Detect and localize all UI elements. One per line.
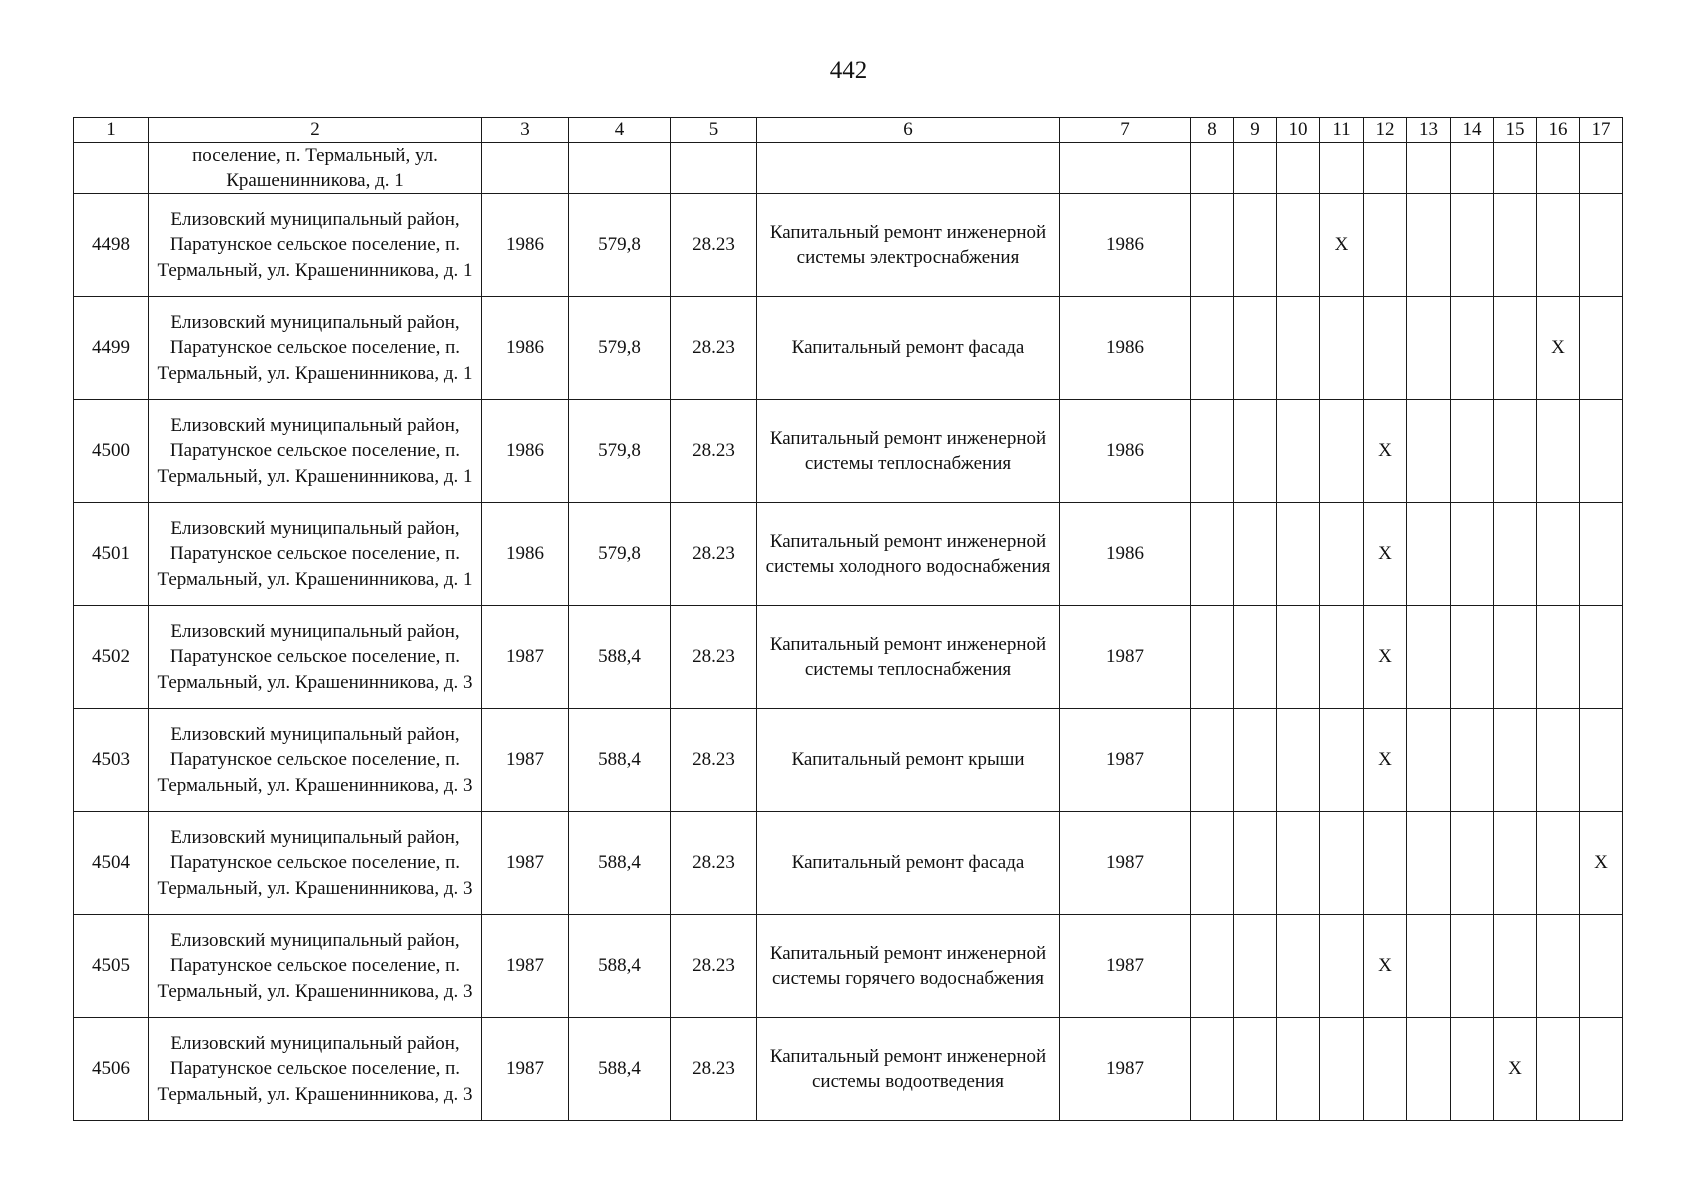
table-row: [74, 297, 1623, 400]
empty-cell: [1320, 812, 1364, 915]
area-cell: 579,8: [569, 297, 671, 400]
empty-cell: [1494, 606, 1537, 709]
rate-cell: 28.23: [671, 812, 757, 915]
column-header: 14: [1451, 118, 1494, 143]
empty-cell: [1277, 709, 1320, 812]
table-row: [74, 606, 1623, 709]
table-row: [74, 503, 1623, 606]
year-cell: 1987: [1060, 606, 1191, 709]
work-type-cell: Капитальный ремонт инженерной системы электроснабжения: [757, 194, 1060, 297]
table-row: [74, 1018, 1623, 1121]
area-cell: 588,4: [569, 709, 671, 812]
empty-cell: [1364, 812, 1407, 915]
empty-cell: [1580, 606, 1623, 709]
year-cell: 1987: [1060, 812, 1191, 915]
empty-cell: [1234, 1018, 1277, 1121]
empty-cell: [1191, 606, 1234, 709]
empty-cell: [1320, 503, 1364, 606]
row-number-cell: 4505: [74, 915, 149, 1018]
empty-cell: [1234, 503, 1277, 606]
row-number-cell: 4503: [74, 709, 149, 812]
address-cell: Елизовский муниципальный район, Паратунское сельское поселение, п. Термальный, ул. Крашенинникова, д. 3: [149, 812, 482, 915]
empty-cell: [1580, 400, 1623, 503]
empty-cell: [1234, 915, 1277, 1018]
empty-cell: [1277, 1018, 1320, 1121]
mark-cell: X: [1320, 194, 1364, 297]
empty-cell: [1451, 297, 1494, 400]
empty-cell: [1451, 194, 1494, 297]
build-year-cell: 1987: [482, 606, 569, 709]
area-cell: 579,8: [569, 194, 671, 297]
area-cell: 588,4: [569, 606, 671, 709]
address-cell: Елизовский муниципальный район, Паратунское сельское поселение, п. Термальный, ул. Крашенинникова, д. 1: [149, 400, 482, 503]
empty-cell: [1191, 194, 1234, 297]
row-number-cell: 4501: [74, 503, 149, 606]
empty-cell: [1537, 606, 1580, 709]
capital-repair-table: [73, 117, 1623, 1121]
work-type-cell: Капитальный ремонт фасада: [757, 297, 1060, 400]
work-type-cell: Капитальный ремонт крыши: [757, 709, 1060, 812]
empty-cell: [1407, 812, 1451, 915]
empty-cell: [1191, 400, 1234, 503]
continuation-row: [74, 143, 1623, 194]
continuation-address-cell: поселение, п. Термальный, ул. Крашенинникова, д. 1: [149, 143, 482, 194]
address-cell: Елизовский муниципальный район, Паратунское сельское поселение, п. Термальный, ул. Крашенинникова, д. 1: [149, 194, 482, 297]
column-header: 17: [1580, 118, 1623, 143]
table-row: [74, 709, 1623, 812]
empty-cell: [1537, 915, 1580, 1018]
empty-cell: [1234, 400, 1277, 503]
year-cell: 1987: [1060, 709, 1191, 812]
table-row: [74, 400, 1623, 503]
empty-cell: [1191, 503, 1234, 606]
build-year-cell: 1987: [482, 812, 569, 915]
empty-cell: [1277, 194, 1320, 297]
row-number-cell: 4504: [74, 812, 149, 915]
empty-cell: [1580, 709, 1623, 812]
area-cell: 588,4: [569, 812, 671, 915]
empty-cell: [1494, 503, 1537, 606]
address-cell: Елизовский муниципальный район, Паратунское сельское поселение, п. Термальный, ул. Крашенинникова, д. 3: [149, 1018, 482, 1121]
empty-cell: [1277, 400, 1320, 503]
mark-cell: X: [1364, 915, 1407, 1018]
empty-cell: [1320, 606, 1364, 709]
rate-cell: 28.23: [671, 297, 757, 400]
column-header: 1: [74, 118, 149, 143]
column-header: 15: [1494, 118, 1537, 143]
empty-cell: [1407, 606, 1451, 709]
work-type-cell: Капитальный ремонт инженерной системы теплоснабжения: [757, 606, 1060, 709]
empty-cell: [1494, 915, 1537, 1018]
empty-cell: [1277, 812, 1320, 915]
empty-cell: [1451, 709, 1494, 812]
area-cell: 579,8: [569, 503, 671, 606]
column-header: 16: [1537, 118, 1580, 143]
empty-cell: [1407, 709, 1451, 812]
address-cell: Елизовский муниципальный район, Паратунское сельское поселение, п. Термальный, ул. Крашенинникова, д. 1: [149, 503, 482, 606]
empty-cell: [1191, 709, 1234, 812]
empty-cell: [1234, 812, 1277, 915]
empty-cell: [1580, 915, 1623, 1018]
empty-cell: [1537, 1018, 1580, 1121]
empty-cell: [1580, 297, 1623, 400]
work-type-cell: Капитальный ремонт инженерной системы водоотведения: [757, 1018, 1060, 1121]
address-cell: Елизовский муниципальный район, Паратунское сельское поселение, п. Термальный, ул. Крашенинникова, д. 3: [149, 606, 482, 709]
column-header: 4: [569, 118, 671, 143]
row-number-cell: 4499: [74, 297, 149, 400]
work-type-cell: Капитальный ремонт фасада: [757, 812, 1060, 915]
empty-cell: [1580, 503, 1623, 606]
area-cell: 579,8: [569, 400, 671, 503]
area-cell: 588,4: [569, 1018, 671, 1121]
empty-cell: [1407, 915, 1451, 1018]
build-year-cell: 1986: [482, 297, 569, 400]
build-year-cell: 1987: [482, 1018, 569, 1121]
mark-cell: X: [1364, 709, 1407, 812]
row-number-cell: 4500: [74, 400, 149, 503]
empty-cell: [1580, 194, 1623, 297]
empty-cell: [1320, 915, 1364, 1018]
empty-cell: [1537, 812, 1580, 915]
column-header: 12: [1364, 118, 1407, 143]
build-year-cell: 1986: [482, 400, 569, 503]
mark-cell: X: [1364, 606, 1407, 709]
year-cell: 1986: [1060, 194, 1191, 297]
empty-cell: [1320, 709, 1364, 812]
row-number-cell: 4502: [74, 606, 149, 709]
build-year-cell: 1987: [482, 915, 569, 1018]
column-header: 5: [671, 118, 757, 143]
column-number-row: [74, 118, 1623, 143]
empty-cell: [1277, 297, 1320, 400]
empty-cell: [1451, 606, 1494, 709]
year-cell: 1986: [1060, 400, 1191, 503]
column-header: 10: [1277, 118, 1320, 143]
area-cell: 588,4: [569, 915, 671, 1018]
empty-cell: [1191, 915, 1234, 1018]
empty-cell: [1364, 297, 1407, 400]
empty-cell: [1407, 297, 1451, 400]
empty-cell: [1494, 709, 1537, 812]
empty-cell: [1234, 297, 1277, 400]
year-cell: 1987: [1060, 1018, 1191, 1121]
empty-cell: [1451, 1018, 1494, 1121]
address-cell: Елизовский муниципальный район, Паратунское сельское поселение, п. Термальный, ул. Крашенинникова, д. 1: [149, 297, 482, 400]
empty-cell: [1537, 709, 1580, 812]
mark-cell: X: [1537, 297, 1580, 400]
empty-cell: [1191, 297, 1234, 400]
empty-cell: [1320, 1018, 1364, 1121]
empty-cell: [1537, 194, 1580, 297]
mark-cell: X: [1580, 812, 1623, 915]
column-header: 6: [757, 118, 1060, 143]
empty-cell: [1451, 812, 1494, 915]
empty-cell: [1537, 400, 1580, 503]
rate-cell: 28.23: [671, 1018, 757, 1121]
rate-cell: 28.23: [671, 915, 757, 1018]
work-type-cell: Капитальный ремонт инженерной системы холодного водоснабжения: [757, 503, 1060, 606]
empty-cell: [1407, 194, 1451, 297]
column-header: 13: [1407, 118, 1451, 143]
empty-cell: [1537, 503, 1580, 606]
build-year-cell: 1986: [482, 503, 569, 606]
empty-cell: [1494, 400, 1537, 503]
build-year-cell: 1987: [482, 709, 569, 812]
empty-cell: [1320, 297, 1364, 400]
work-type-cell: Капитальный ремонт инженерной системы теплоснабжения: [757, 400, 1060, 503]
rate-cell: 28.23: [671, 194, 757, 297]
rate-cell: 28.23: [671, 503, 757, 606]
empty-cell: [1277, 915, 1320, 1018]
column-header: 9: [1234, 118, 1277, 143]
empty-cell: [1580, 1018, 1623, 1121]
column-header: 7: [1060, 118, 1191, 143]
continuation-num-cell: [74, 143, 149, 194]
empty-cell: [1407, 1018, 1451, 1121]
table-row: [74, 194, 1623, 297]
work-type-cell: Капитальный ремонт инженерной системы горячего водоснабжения: [757, 915, 1060, 1018]
rate-cell: 28.23: [671, 400, 757, 503]
empty-cell: [1277, 503, 1320, 606]
empty-cell: [1234, 194, 1277, 297]
column-header: 8: [1191, 118, 1234, 143]
empty-cell: [1191, 812, 1234, 915]
column-header: 2: [149, 118, 482, 143]
table-row: [74, 812, 1623, 915]
column-header: 3: [482, 118, 569, 143]
empty-cell: [1407, 400, 1451, 503]
empty-cell: [1320, 400, 1364, 503]
rate-cell: 28.23: [671, 709, 757, 812]
row-number-cell: 4498: [74, 194, 149, 297]
empty-cell: [1364, 194, 1407, 297]
empty-cell: [1494, 297, 1537, 400]
empty-cell: [1191, 1018, 1234, 1121]
empty-cell: [1494, 194, 1537, 297]
empty-cell: [1451, 400, 1494, 503]
page-number: 442: [829, 57, 868, 84]
year-cell: 1986: [1060, 503, 1191, 606]
year-cell: 1987: [1060, 915, 1191, 1018]
row-number-cell: 4506: [74, 1018, 149, 1121]
empty-cell: [1234, 606, 1277, 709]
mark-cell: X: [1364, 400, 1407, 503]
empty-cell: [1277, 606, 1320, 709]
table-row: [74, 915, 1623, 1018]
empty-cell: [1451, 503, 1494, 606]
year-cell: 1986: [1060, 297, 1191, 400]
address-cell: Елизовский муниципальный район, Паратунское сельское поселение, п. Термальный, ул. Крашенинникова, д. 3: [149, 709, 482, 812]
empty-cell: [1234, 709, 1277, 812]
empty-cell: [1364, 1018, 1407, 1121]
column-header: 11: [1320, 118, 1364, 143]
empty-cell: [1451, 915, 1494, 1018]
rate-cell: 28.23: [671, 606, 757, 709]
empty-cell: [1407, 503, 1451, 606]
build-year-cell: 1986: [482, 194, 569, 297]
mark-cell: X: [1494, 1018, 1537, 1121]
empty-cell: [1494, 812, 1537, 915]
address-cell: Елизовский муниципальный район, Паратунское сельское поселение, п. Термальный, ул. Крашенинникова, д. 3: [149, 915, 482, 1018]
mark-cell: X: [1364, 503, 1407, 606]
